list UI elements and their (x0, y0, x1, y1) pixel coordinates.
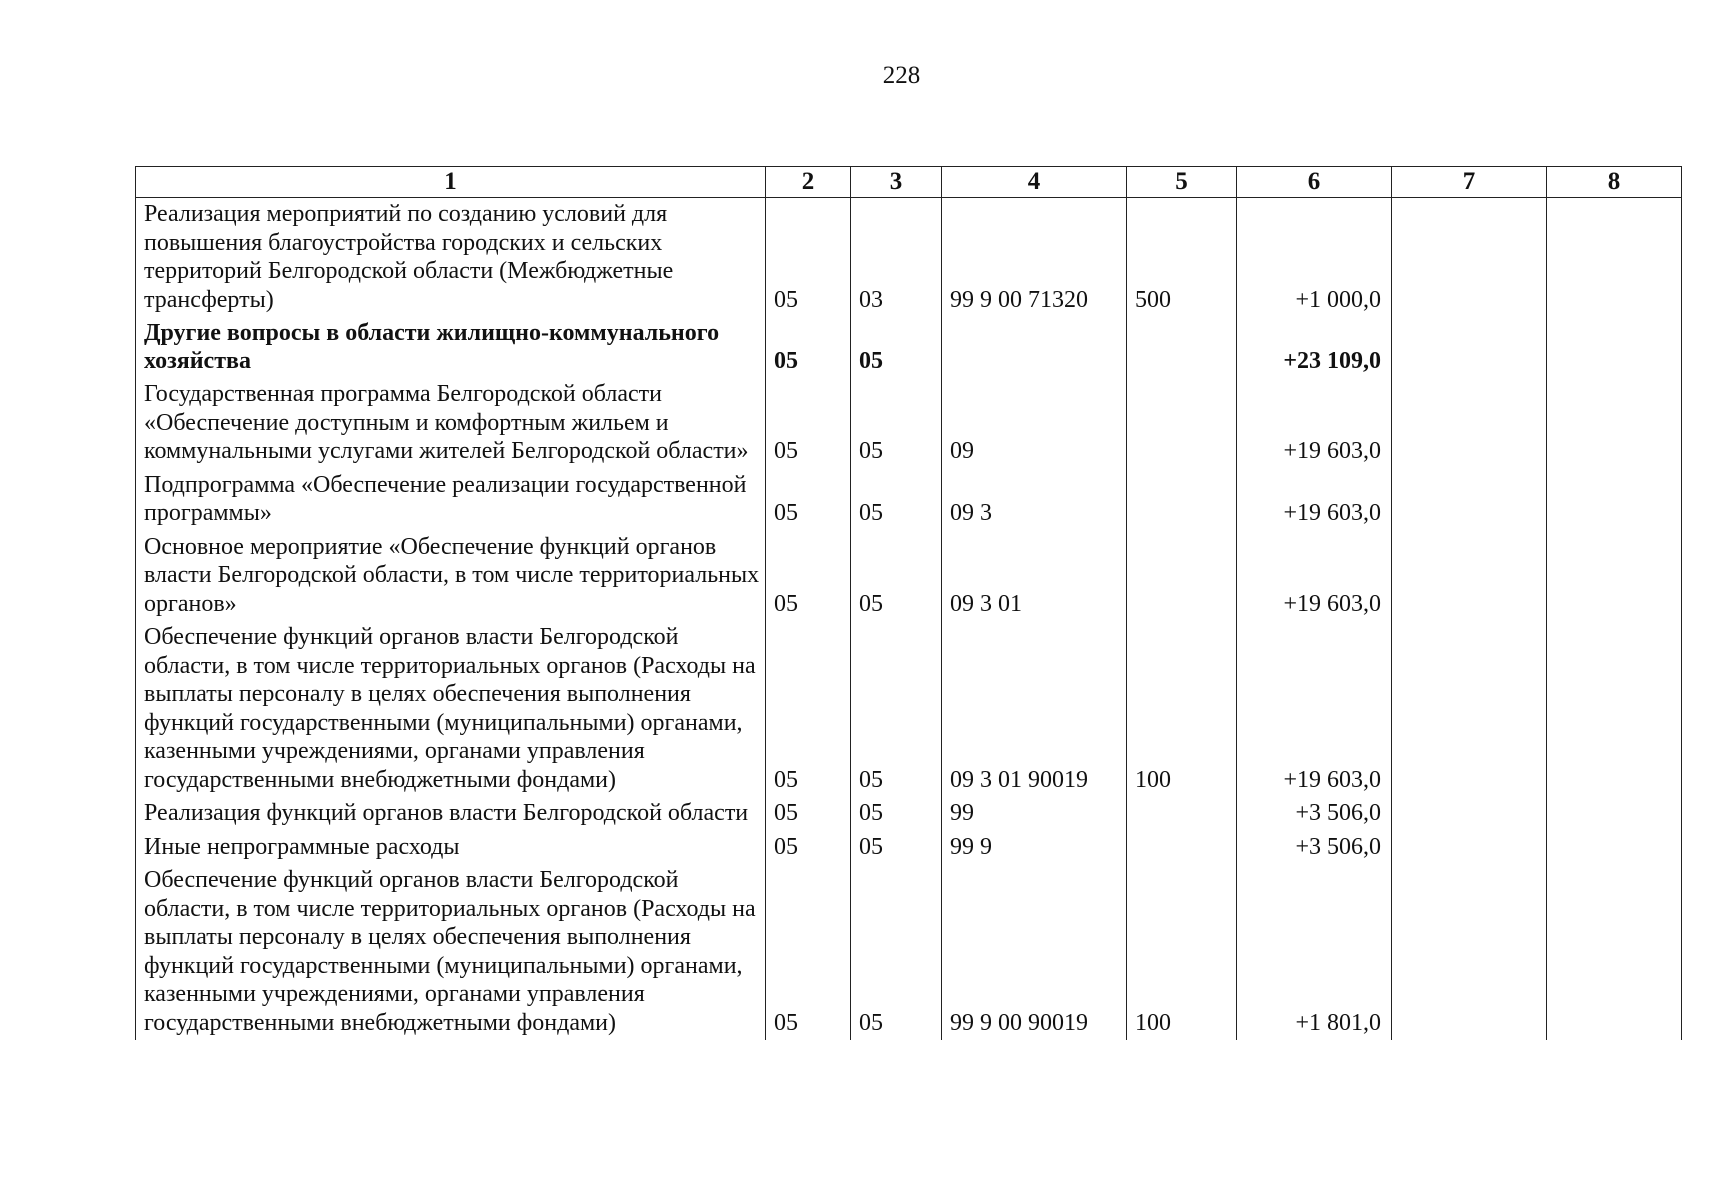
row-amount: +23 109,0 (1237, 317, 1392, 378)
table-row-section-heading (136, 317, 1682, 378)
row-podrazdel: 05 (851, 864, 942, 1040)
row-name: Государственная программа Белгородской области «Обеспечение доступным и комфортным жильем и коммунальными услугами жителей Белгородской области» (136, 378, 766, 469)
row-podrazdel: 05 (851, 831, 942, 865)
column-header-1: 1 (136, 167, 766, 198)
row-podrazdel: 05 (851, 797, 942, 831)
row-razdel: 05 (766, 621, 851, 797)
row-amount: +3 506,0 (1237, 831, 1392, 865)
row-col8 (1547, 469, 1682, 531)
column-header-2: 2 (766, 167, 851, 198)
row-vr (1127, 831, 1237, 865)
header-row (136, 167, 1682, 198)
column-header-4: 4 (942, 167, 1127, 198)
row-vr (1127, 317, 1237, 378)
row-col8 (1547, 831, 1682, 865)
row-razdel: 05 (766, 378, 851, 469)
row-col7 (1392, 198, 1547, 318)
row-name: Подпрограмма «Обеспечение реализации государственной программы» (136, 469, 766, 531)
row-podrazdel: 05 (851, 531, 942, 622)
column-header-5: 5 (1127, 167, 1237, 198)
row-podrazdel: 05 (851, 317, 942, 378)
row-col7 (1392, 531, 1547, 622)
budget-table (135, 166, 1682, 1040)
row-vr (1127, 531, 1237, 622)
row-razdel: 05 (766, 831, 851, 865)
row-podrazdel: 05 (851, 621, 942, 797)
row-name: Обеспечение функций органов власти Белгородской области, в том числе территориальных органов (Расходы на выплаты персоналу в целях обеспечения выполнения функций государственными (муниципальными) органами, казенными учреждениями, органами управления государственными внебюджетными фондами) (136, 621, 766, 797)
row-amount: +19 603,0 (1237, 378, 1392, 469)
row-vr: 100 (1127, 621, 1237, 797)
row-podrazdel: 03 (851, 198, 942, 318)
row-col7 (1392, 831, 1547, 865)
row-amount: +1 000,0 (1237, 198, 1392, 318)
table-row (136, 831, 1682, 865)
row-razdel: 05 (766, 864, 851, 1040)
row-csr: 09 (942, 378, 1127, 469)
table-row (136, 621, 1682, 797)
column-header-3: 3 (851, 167, 942, 198)
row-vr (1127, 378, 1237, 469)
row-vr: 500 (1127, 198, 1237, 318)
row-vr: 100 (1127, 864, 1237, 1040)
row-vr (1127, 797, 1237, 831)
row-amount: +19 603,0 (1237, 531, 1392, 622)
row-csr (942, 317, 1127, 378)
row-vr (1127, 469, 1237, 531)
row-podrazdel: 05 (851, 469, 942, 531)
row-razdel: 05 (766, 797, 851, 831)
row-csr: 99 9 (942, 831, 1127, 865)
row-razdel: 05 (766, 198, 851, 318)
row-col8 (1547, 198, 1682, 318)
row-col7 (1392, 797, 1547, 831)
row-csr: 09 3 01 (942, 531, 1127, 622)
row-csr: 99 (942, 797, 1127, 831)
row-amount: +19 603,0 (1237, 621, 1392, 797)
row-razdel: 05 (766, 531, 851, 622)
row-csr: 09 3 01 90019 (942, 621, 1127, 797)
table-row (136, 378, 1682, 469)
row-col8 (1547, 621, 1682, 797)
row-col8 (1547, 797, 1682, 831)
row-col7 (1392, 317, 1547, 378)
row-razdel: 05 (766, 317, 851, 378)
row-amount: +3 506,0 (1237, 797, 1392, 831)
table-row (136, 469, 1682, 531)
row-csr: 99 9 00 71320 (942, 198, 1127, 318)
row-col8 (1547, 378, 1682, 469)
row-amount: +19 603,0 (1237, 469, 1392, 531)
row-col8 (1547, 317, 1682, 378)
row-col7 (1392, 469, 1547, 531)
row-podrazdel: 05 (851, 378, 942, 469)
row-amount: +1 801,0 (1237, 864, 1392, 1040)
row-razdel: 05 (766, 469, 851, 531)
row-col7 (1392, 621, 1547, 797)
row-csr: 09 3 (942, 469, 1127, 531)
column-header-7: 7 (1392, 167, 1547, 198)
table-row (136, 531, 1682, 622)
row-col8 (1547, 531, 1682, 622)
row-col7 (1392, 378, 1547, 469)
row-name: Основное мероприятие «Обеспечение функций органов власти Белгородской области, в том числе территориальных органов» (136, 531, 766, 622)
table-row (136, 797, 1682, 831)
row-name: Другие вопросы в области жилищно-коммунального хозяйства (136, 317, 766, 378)
row-col8 (1547, 864, 1682, 1040)
row-csr: 99 9 00 90019 (942, 864, 1127, 1040)
table-row (136, 198, 1682, 318)
row-name: Обеспечение функций органов власти Белгородской области, в том числе территориальных органов (Расходы на выплаты персоналу в целях обеспечения выполнения функций государственными (муниципальными) органами, казенными учреждениями, органами управления государственными внебюджетными фондами) (136, 864, 766, 1040)
row-name: Иные непрограммные расходы (136, 831, 766, 865)
row-name: Реализация мероприятий по созданию условий для повышения благоустройства городских и сельских территорий Белгородской области (Межбюджетные трансферты) (136, 198, 766, 318)
column-header-6: 6 (1237, 167, 1392, 198)
row-col7 (1392, 864, 1547, 1040)
column-header-8: 8 (1547, 167, 1682, 198)
page-number: 228 (882, 62, 921, 89)
table-row (136, 864, 1682, 1040)
row-name: Реализация функций органов власти Белгородской области (136, 797, 766, 831)
